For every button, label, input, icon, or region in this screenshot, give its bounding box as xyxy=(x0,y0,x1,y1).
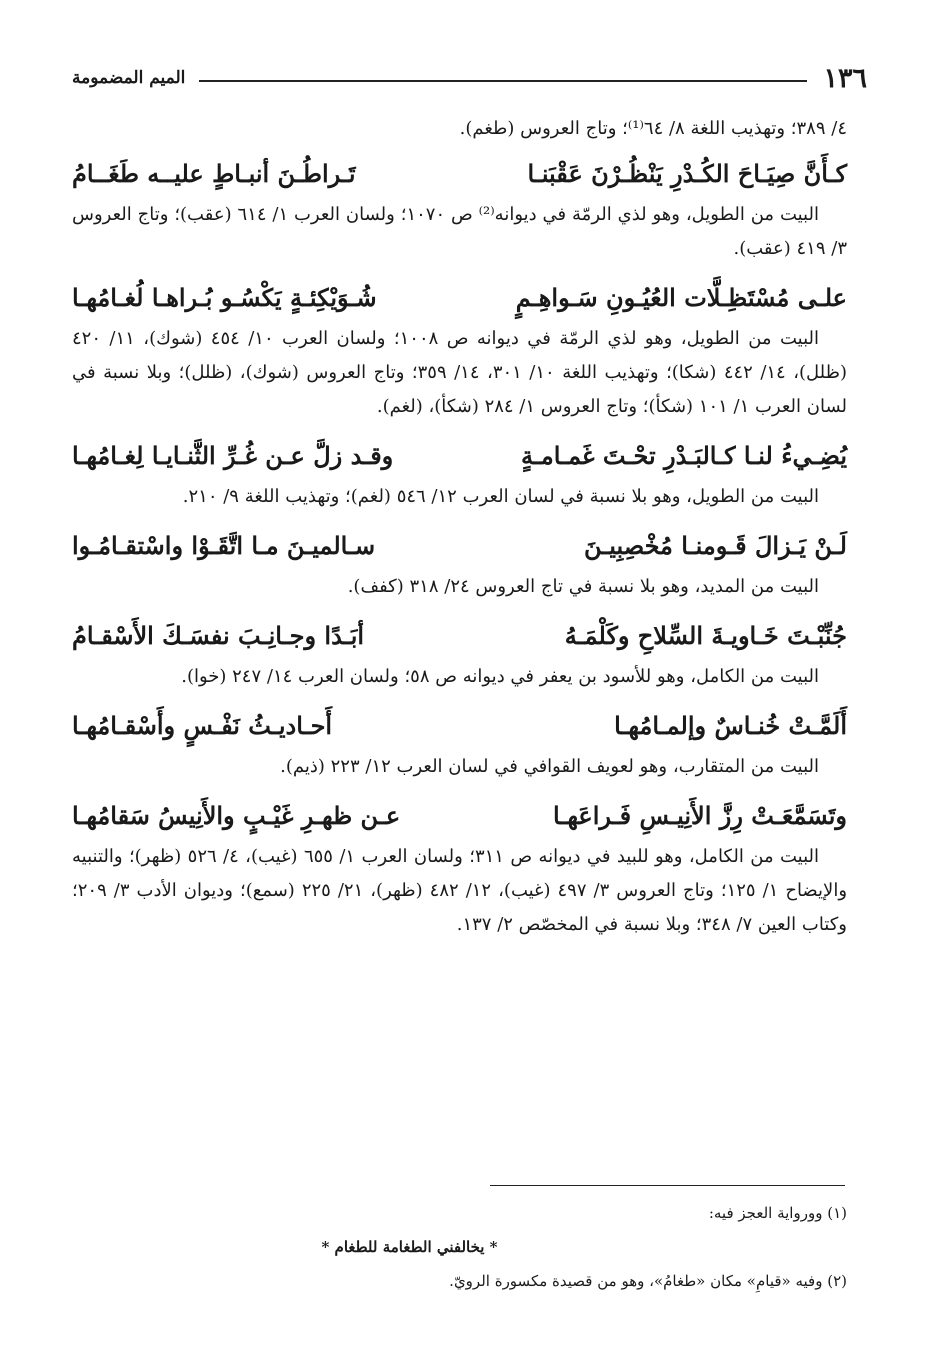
intro-line: ٤/ ٣٨٩؛ وتهذيب اللغة ٨/ ٦٤⁽¹⁾؛ وتاج العروس (طغم). xyxy=(459,118,847,139)
verse-commentary: البيت من الطويل، وهو لذي الرمّة في ديوانه ص ١٠٠٨؛ ولسان العرب ١٠/ ٤٥٤ (شوك)، ١١/ ٤٢٠ (ظلل)، ١٤/ ٤٤٢ (شكا)؛ وتهذيب اللغة ١٠/ ٣٠١، ١٤/ ٣٥٩؛ وتاج العروس (شوك)، (ظلل)؛ وبلا نسبة في لسان العرب ١/ ١٠١ (شكأ)؛ وتاج العروس ١/ ٢٨٤ (شكأ)، (لغم). xyxy=(72,328,847,417)
section-title: الميم المضمومة xyxy=(72,68,186,88)
verse-hemistich-second: عـن ظهـرِ غَيْـبٍ والأَنِيسُ سَقامُهـا xyxy=(72,801,401,830)
verse-commentary: البيت من الكامل، وهو للبيد في ديوانه ص ٣١١؛ ولسان العرب ١/ ٦٥٥ (غيب)، ٤/ ٥٢٦ (ظهر)؛ والتنبيه والإيضاح ١/ ١٢٥؛ وتاج العروس ٣/ ٤٩٧ (غيب)، ١٢/ ٤٨٢ (ظهر)، ٢١/ ٢٢٥ (سمع)؛ وديوان الأدب ٣/ ٢٠٩؛ وكتاب العين ٧/ ٣٤٨؛ وبلا نسبة في المخصّص ٢/ ١٣٧. xyxy=(72,846,848,935)
verse-hemistich-first: جُنِّبْـتَ خَـاويـةَ السِّلاحِ وكَلْمَـهُ xyxy=(564,621,847,650)
poem-entry-3 xyxy=(72,434,847,514)
footnotes xyxy=(92,1196,847,1298)
verse-hemistich-first: لَـنْ يَـزالَ قَـومنـا مُخْصِبِيـنَ xyxy=(583,531,847,560)
verse-commentary: البيت من الطويل، وهو لذي الرمّة في ديوانه⁽²⁾ ص ١٠٧٠؛ ولسان العرب ١/ ٦١٤ (عقب)؛ وتاج العروس ٣/ ٤١٩ (عقب). xyxy=(72,204,847,259)
verse-line xyxy=(72,794,847,838)
verse-hemistich-first: علـى مُسْتَظِـلَّات العُيُـونِ سَـواهِـمٍ xyxy=(515,283,847,312)
verse-line xyxy=(72,434,847,478)
verse-commentary: البيت من الكامل، وهو للأسود بن يعفر في ديوانه ص ٥٨؛ ولسان العرب ١٤/ ٢٤٧ (خوا). xyxy=(181,666,819,687)
verse-hemistich-first: أَلَمَّـتْ خُنـاسٌ وإلمـامُهـا xyxy=(614,711,847,740)
verse-line xyxy=(72,276,847,320)
page-header xyxy=(72,58,867,98)
verse-hemistich-first: كـأَنَّ صِيَـاحَ الكُـدْرِ يَنْظُـرْنَ عَقْبَنـا xyxy=(527,159,847,188)
footnote-1: (١) وورواية العجز فيه: xyxy=(708,1204,847,1222)
poem-entry-5 xyxy=(72,614,847,694)
main-content xyxy=(72,112,847,952)
verse-commentary: البيت من الطويل، وهو بلا نسبة في لسان العرب ١٢/ ٥٤٦ (لغم)؛ وتهذيب اللغة ٩/ ٢١٠. xyxy=(182,486,819,507)
header-rule xyxy=(199,80,807,82)
verse-hemistich-second: سـالميـنَ مـا اتَّقَـوْا واسْتقـامُـوا xyxy=(72,531,376,560)
verse-hemistich-second: تَـراطُـنَ أنبـاطٍ عليــه طَغَــامُ xyxy=(72,159,356,188)
verse-line xyxy=(72,704,847,748)
footnote-rule xyxy=(490,1185,845,1186)
page-number: ١٣٦ xyxy=(823,62,867,94)
verse-hemistich-first: يُضِـيءُ لنـا كـالبَـدْرِ تحْـتَ غَمـامـةٍ xyxy=(521,441,847,470)
verse-hemistich-second: وقـد زلَّ عـن غُـرِّ الثَّنـايـا لِغـامُهـا xyxy=(72,441,394,470)
footnote-1-verse: * يخالفني الطغامة للطغام * xyxy=(321,1238,498,1256)
verse-line xyxy=(72,614,847,658)
poem-entry-7 xyxy=(72,794,847,942)
poem-entry-1 xyxy=(72,152,847,266)
footnote-2: (٢) وفيه «قيامِ» مكان «طغامُ»، وهو من قصيدة مكسورة الرويّ. xyxy=(449,1272,847,1290)
poem-entry-4 xyxy=(72,524,847,604)
poem-entry-6 xyxy=(72,704,847,784)
verse-commentary: البيت من المديد، وهو بلا نسبة في تاج العروس ٢٤/ ٣١٨ (كفف). xyxy=(347,576,819,597)
poem-entry-2 xyxy=(72,276,847,424)
verse-hemistich-first: وتَسَمَّعَـتْ رِزَّ الأَنِيـسِ فَـراعَهـا xyxy=(552,801,847,830)
verse-line xyxy=(72,524,847,568)
verse-commentary: البيت من المتقارب، وهو لعويف القوافي في لسان العرب ١٢/ ٢٢٣ (ذيم). xyxy=(280,756,819,777)
verse-hemistich-second: أَحـاديـثُ نَفْـسٍ وأَسْقـامُهـا xyxy=(72,711,333,740)
verse-line xyxy=(72,152,847,196)
verse-hemistich-second: شُـوَيْكِئـةٍ يَكْسُـو بُـراهـا لُغـامُهـا xyxy=(72,283,377,312)
verse-hemistich-second: أبَـدًا وجـانِـبَ نفسَـكَ الأَسْقـامُ xyxy=(72,621,365,650)
